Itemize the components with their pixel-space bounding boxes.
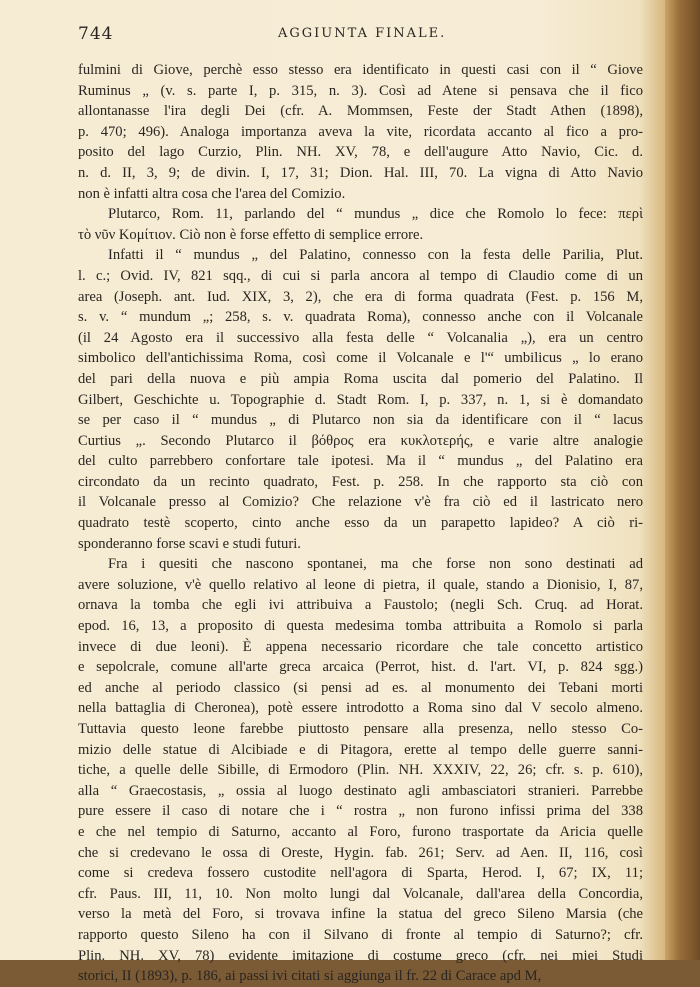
text-line: n. d. II, 3, 9; de divin. I, 17, 31; Dion. Hal. III, 70. La vigna di Atto Navio <box>78 164 643 181</box>
paragraph <box>78 245 643 554</box>
text-line: Plin. NH. XV, 78) evidente imitazione di costume greco (cfr. nei miei Studi <box>78 947 643 964</box>
paragraph <box>78 204 643 245</box>
text-line: p. 470; 496). Analoga importanza aveva la vite, ricordata accanto al fico a pro- <box>78 123 643 140</box>
text-line: Infatti il “ mundus „ del Palatino, connesso con la festa delle Parilia, Plut. <box>108 247 643 264</box>
text-line: tiche, a quelle delle Sibille, di Ermodoro (Plin. NH. XXXIV, 22, 26; cfr. s. p. 610), <box>78 762 643 779</box>
text-line: Fra i quesiti che nascono spontanei, ma che forse non sono destinati ad <box>108 556 643 573</box>
paragraph <box>78 554 643 986</box>
text-line: fulmini di Giove, perchè esso stesso era identificato in questi casi con il “ Giove <box>78 62 643 78</box>
text-line: Tuttavia questo leone farebbe piuttosto pensare alla presenza, nello stesso Co- <box>78 721 643 737</box>
text-line: invece di due leoni). È appena necessario ricordare che tale concetto artistico <box>78 638 643 655</box>
text-line: area (Joseph. ant. Iud. XIX, 3, 2), che era di forma quadrata (Fest. p. 156 M, <box>78 288 643 305</box>
text-line: avere soluzione, v'è quello relativo al leone di pietra, il quale, stando a Dionisio, I, 87, <box>78 576 643 593</box>
text-line: sponderanno forse scavi e studi futuri. <box>78 535 301 552</box>
text-line: come si credeva fossero custodite nell'agora di Sparta, Herod. I, 67; IX, 11; <box>78 865 643 882</box>
text-line: quadrato testè scoperto, cinto anche esso da un parapetto lapideo? A ciò ri- <box>78 515 643 532</box>
text-line: se per caso il “ mundus „ di Plutarco non sia da identificare con il “ lacus <box>78 412 643 429</box>
text-line: pure essere il caso di notare che i “ rostra „ non furono infissi prima del 338 <box>78 803 643 820</box>
text-line: e che nel tempio di Saturno, accanto al Foro, furono trasportate da Aricia quelle <box>78 823 643 840</box>
text-line: Gilbert, Geschichte u. Topographie d. Stadt Rom. I, p. 337, n. 1, si è domandato <box>78 391 643 408</box>
paragraph <box>78 60 643 204</box>
text-line: ed anche al periodo classico (si pensi ad es. al monumento dei Tebani morti <box>78 679 643 696</box>
book-edge <box>665 0 700 960</box>
text-line: allontanasse l'ira degli Dei (cfr. A. Mommsen, Feste der Stadt Athen (1898), <box>78 103 643 120</box>
text-line: verso la metà del Foro, si trovava infine la statua del greco Sileno Marsia (che <box>78 906 643 923</box>
text-line: circondato da un recinto quadrato, Fest. p. 258. In che rapporto sta ciò con <box>78 473 643 490</box>
running-head <box>78 22 643 50</box>
page-number: 744 <box>78 24 114 44</box>
text-line: nella battaglia di Cheronea), potè essere introdotto a Roma sino dal V secolo almeno. <box>78 700 643 717</box>
text-line: mizio delle statue di Alcibiade e di Pitagora, erette al tempo delle guerre sanni- <box>78 741 643 758</box>
text-line: Curtius „. Secondo Plutarco il βόθρος era κυκλοτερής, e varie altre analogie <box>78 432 643 449</box>
text-line: epod. 16, 13, a proposito di questa medesima tomba attribuita a Romolo si parla <box>78 618 643 635</box>
text-line: τὸ νῦν Κομίτιον. Ciò non è forse effetto di semplice errore. <box>78 226 424 243</box>
running-title: AGGIUNTA FINALE. <box>278 26 447 41</box>
text-line: non è infatti altra cosa che l'area del Comizio. <box>78 185 346 202</box>
text-line: simbolico dell'antichissima Roma, così come il Volcanale e l'“ umbilicus „ lo erano <box>78 350 643 367</box>
text-line: e sepolcrale, comune all'arte greca arcaica (Perrot, hist. d. l'art. VI, p. 824 sgg.) <box>78 659 643 676</box>
text-line: storici, II (1893), p. 186, ai passi ivi citati si aggiunga il fr. 22 di Carace apd M, <box>78 968 542 985</box>
text-line: posito del lago Curzio, Plin. NH. XV, 78, e dell'augure Atto Navio, Cic. d. <box>78 144 643 161</box>
text-line: cfr. Paus. III, 11, 10. Non molto lungi dal Volcanale, dall'area della Concordia, <box>78 885 643 902</box>
body-text <box>78 60 643 987</box>
text-line: del pari della nuova e più ampia Roma uscita dal pomerio del Palatino. Il <box>78 370 643 387</box>
text-line: Plutarco, Rom. 11, parlando del “ mundus „ dice che Romolo lo fece: περὶ <box>108 206 643 223</box>
text-line: alla “ Graecostasis, „ ossia al luogo destinato agli ambasciatori stranieri. Parrebbe <box>78 782 643 799</box>
text-line: ornava la tomba che egli ivi attribuiva a Faustolo; (negli Sch. Cruq. ad Horat. <box>78 597 643 614</box>
text-line: Ruminus „ (v. s. parte I, p. 315, n. 3). Così ad Atene si pensava che il fico <box>78 82 643 99</box>
text-line: che si credevano le ossa di Oreste, Hygin. fab. 261; Serv. ad Aen. II, 116, così <box>78 844 643 861</box>
text-line: rapporto questo Sileno ha con il Silvano di fronte al tempio di Saturno?; cfr. <box>78 926 643 943</box>
text-line: il Volcanale presso al Comizio? Che relazione v'è fra ciò ed il lastricato nero <box>78 494 643 511</box>
text-line: (il 24 Agosto era il successivo alla festa delle “ Volcanalia „), era un centro <box>78 329 643 346</box>
text-line: del culto parrebbero confortare tale ipotesi. Ma il “ mundus „ del Palatino era <box>78 453 643 470</box>
text-line: l. c.; Ovid. IV, 821 sqq., di cui si parla ancora al tempo di Claudio come di un <box>78 267 643 284</box>
text-line: s. v. “ mundum „; 258, s. v. quadrata Roma), connesso anche con il Volcanale <box>78 309 643 326</box>
